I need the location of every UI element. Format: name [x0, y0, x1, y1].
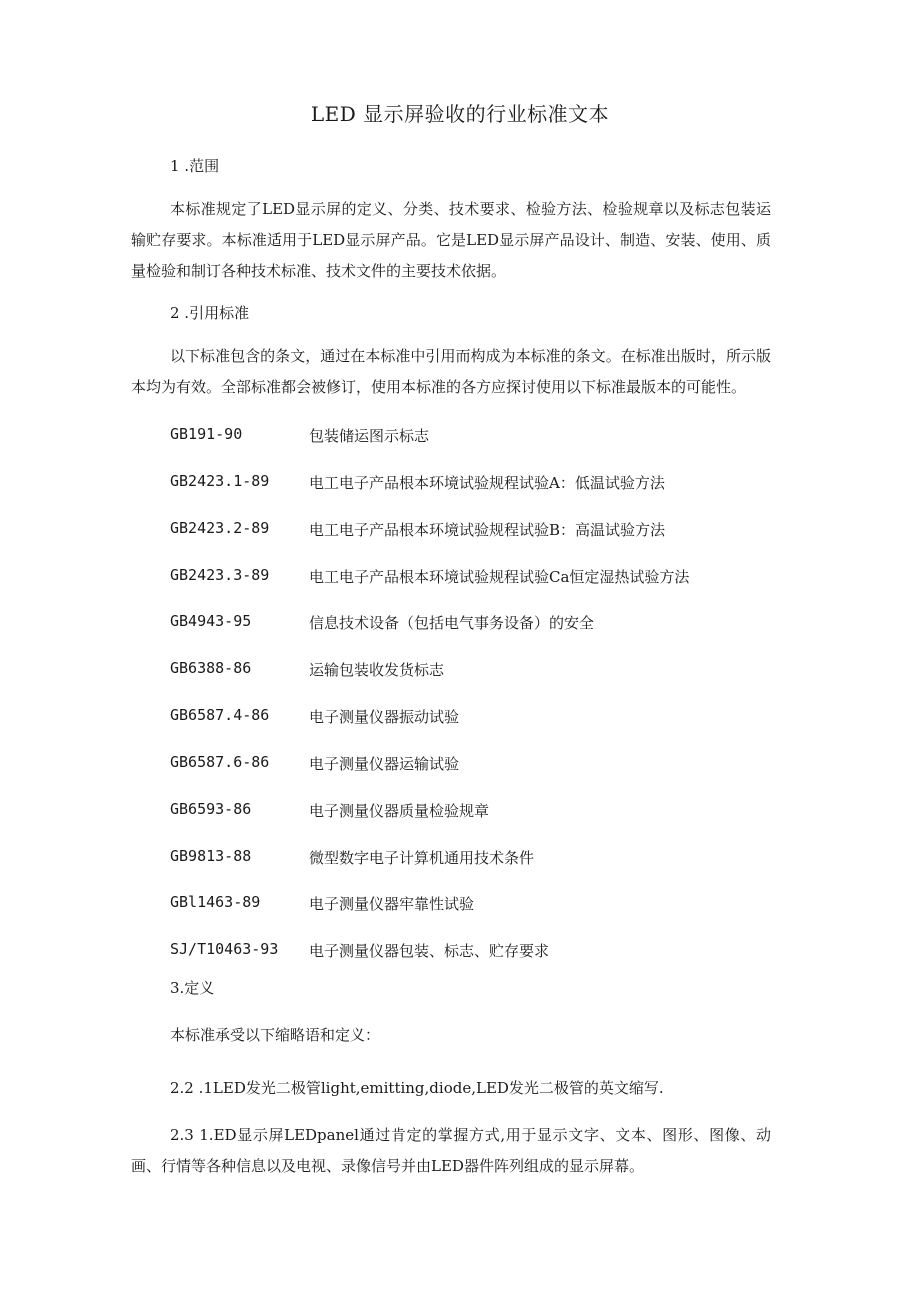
definition-2-3: 2.3 1.ED显示屏LEDpanel通过肯定的掌握方式,用于显示文字、文本、图形、图像、动画、行情等各种信息以及电视、录像信号并由LED器件阵列组成的显示屏幕。 — [131, 1126, 771, 1175]
standard-name: 电工电子产品根本环境试验规程试验B：高温试验方法 — [309, 521, 666, 539]
standard-name: 信息技术设备（包括电气事务设备）的安全 — [309, 614, 595, 632]
section-1-heading: 1 .范围 — [170, 157, 220, 175]
standard-code: GB2423.3-89 — [170, 566, 270, 584]
standard-name: 运输包装收发货标志 — [309, 661, 445, 679]
section-2-body: 以下标准包含的条文，通过在本标准中引用而构成为本标准的条文。在标准出版时，所示版本均为有效。全部标准都会被修订，使用本标准的各方应探讨使用以下标准最版本的可能性。 — [131, 347, 771, 396]
definition-2-2: 2.2 .1LED发光二极管light,emitting,diode,LED发光二极管的英文缩写. — [170, 1079, 664, 1097]
standard-code: GB6587.6-86 — [170, 753, 270, 771]
standard-code: GB9813-88 — [170, 847, 252, 865]
standard-code: GB6593-86 — [170, 800, 252, 818]
document-title: LED 显示屏验收的行业标准文本 — [310, 102, 610, 126]
standard-name: 电子测量仪器质量检验规章 — [309, 802, 490, 820]
standard-code: GB2423.1-89 — [170, 472, 270, 490]
section-1-body: 本标准规定了LED显示屏的定义、分类、技术要求、检验方法、检验规章以及标志包装运输贮存要求。本标准适用于LED显示屏产品。它是LED显示屏产品设计、制造、安装、使用、质量检验和制订各种技术标准、技术文件的主要技术依据。 — [131, 200, 771, 280]
section-3-heading: 3.定义 — [170, 979, 215, 997]
standard-code: GB4943-95 — [170, 612, 252, 630]
section-3-intro: 本标准承受以下缩略语和定义： — [170, 1026, 381, 1044]
standard-name: 电子测量仪器牢靠性试验 — [309, 895, 475, 913]
standard-name: 微型数字电子计算机通用技术条件 — [309, 849, 535, 867]
standard-code: GB6587.4-86 — [170, 706, 270, 724]
standard-name: 电子测量仪器运输试验 — [309, 755, 460, 773]
section-2-heading: 2 .引用标准 — [170, 304, 250, 322]
standard-code: SJ/T10463-93 — [170, 940, 279, 958]
standard-code: GB6388-86 — [170, 659, 252, 677]
standard-name: 电工电子产品根本环境试验规程试验A：低温试验方法 — [309, 474, 665, 492]
standard-code: GBl1463-89 — [170, 893, 261, 911]
standard-name: 电子测量仪器振动试验 — [309, 708, 460, 726]
standard-name: 电工电子产品根本环境试验规程试验Ca恒定湿热试验方法 — [309, 568, 690, 586]
standard-code: GB191-90 — [170, 425, 243, 443]
standard-code: GB2423.2-89 — [170, 519, 270, 537]
standard-name: 电子测量仪器包装、标志、贮存要求 — [309, 942, 550, 960]
standard-name: 包装储运图示标志 — [309, 427, 430, 445]
